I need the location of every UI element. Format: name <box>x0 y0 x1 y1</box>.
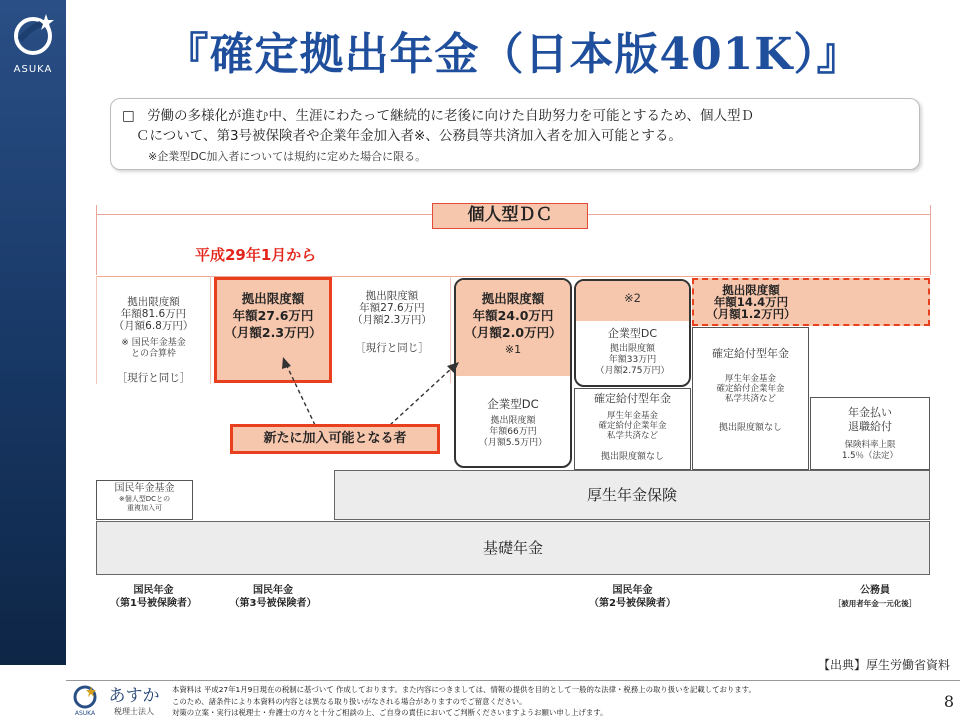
firm-logo-icon <box>72 684 98 710</box>
db-a-p1: 厚生年金基金 <box>606 411 658 421</box>
col1-status: ［現行と同じ］ <box>116 372 191 384</box>
category-3-l1: 国民年金 <box>253 585 293 596</box>
db-a-p2: 確定給付企業年金 <box>598 421 667 431</box>
category-2 <box>574 584 691 610</box>
corp-dc-b-l1: 拠出限度額 <box>609 344 655 354</box>
col5-note: ※2 <box>624 291 641 305</box>
public-b-title1: 年金払い <box>848 406 892 419</box>
new-members-label: 新たに加入可能となる者 <box>230 424 440 454</box>
category-public <box>810 584 940 610</box>
kokumin-kikin-title: 国民年金基金 <box>114 483 175 494</box>
col3-monthly: （月額2.3万円） <box>352 314 432 326</box>
kokumin-kikin-l2: 重複加入可 <box>127 504 162 512</box>
category-1-l2: （第1号被保険者） <box>110 598 197 609</box>
note-line2: Ｃについて、第3号被保険者や企業年金加入者※、公務員等共済加入者を加入可能とする。 <box>136 128 682 144</box>
sidebar <box>0 0 66 665</box>
footer-divider <box>66 680 960 681</box>
from-h29-label: 平成29年1月から <box>195 246 317 264</box>
col1-note2: との合算枠 <box>130 349 176 359</box>
db-a-limit: 拠出限度額なし <box>600 452 664 462</box>
col1-monthly: （月額6.8万円） <box>113 320 194 332</box>
kokumin-kikin <box>96 483 193 513</box>
firm-type: 税理士法人 <box>114 707 154 716</box>
col1-note1: ※ 国民年金基金 <box>121 338 186 348</box>
corp-dc-a-l2: 年額66万円 <box>489 427 537 437</box>
source-label: 【出典】厚生労働省資料 <box>817 658 950 672</box>
col6-monthly: （月額1.2万円） <box>706 307 796 321</box>
logo-text: ASUKA <box>13 64 53 75</box>
kousei-nenkin-layer: 厚生年金保険 <box>334 470 930 520</box>
category-1 <box>96 584 211 610</box>
db-a-title: 確定給付型年金 <box>594 392 671 405</box>
note-line1: 労働の多様化が進む中、生涯にわたって継続的に老後に向けた自助努力を可能とするため、個人型Ｄ <box>147 108 755 124</box>
public-b-l1: 保険料率上限 <box>844 440 896 450</box>
db-b <box>694 348 807 434</box>
corp-dc-b-l3: （月額2.75万円） <box>595 366 670 376</box>
disclaimer <box>172 684 922 719</box>
corp-dc-a-l1: 拠出限度額 <box>490 416 536 426</box>
corp-dc-a-l3: （月額5.5万円） <box>478 438 548 448</box>
disclaimer-line1: 本資料は 平成27年1月9日現在の税制に基づいて 作成しております。また内容につきましては、情報の提供を目的として一般的な法律・税務上の取り扱いを記載しております。 <box>172 685 756 694</box>
col4-title: 拠出限度額 <box>481 291 545 306</box>
kiso-nenkin-layer: 基礎年金 <box>96 521 930 575</box>
col3-status: ［現行と同じ］ <box>355 342 429 354</box>
disclaimer-line3: 対策の立案・実行は税理士・弁護士の方々と十分ご相談の上、ご自身の責任においてご判断くださいますようお願い申し上げます。 <box>172 708 608 717</box>
col4-annual: 年額24.0万円 <box>472 308 554 323</box>
db-b-p3: 私学共済など <box>724 394 776 404</box>
db-a <box>576 393 689 463</box>
public-b-title2: 退職給付 <box>848 420 892 433</box>
db-b-title: 確定給付型年金 <box>712 347 789 360</box>
category-3-l2: （第3号被保険者） <box>229 598 317 609</box>
col1-annual: 年額81.6万円 <box>120 308 187 320</box>
col1-text <box>100 296 207 384</box>
page-title: 『確定拠出年金（日本版401K）』 <box>164 29 862 80</box>
col2-annual: 年額27.6万円 <box>232 308 314 323</box>
category-public-l2: ［被用者年金一元化後］ <box>833 599 917 608</box>
col6-text <box>692 284 810 320</box>
col3-annual: 年額27.6万円 <box>359 302 425 314</box>
corp-dc-b-l2: 年額33万円 <box>608 355 657 365</box>
note-footnote: ※企業型DC加入者については規約に定めた場合に限る。 <box>148 150 427 163</box>
db-b-p2: 確定給付企業年金 <box>716 384 785 394</box>
col6-annual: 年額14.4万円 <box>713 295 789 309</box>
db-a-p3: 私学共済など <box>606 431 658 441</box>
category-2-l2: （第2号被保険者） <box>589 598 676 609</box>
note-text <box>122 106 912 146</box>
disclaimer-line2: このため、諸条件により本資料の内容とは異なる取り扱いがなされる場合がありますのでご留意ください。 <box>172 696 527 706</box>
page-number: 8 <box>943 692 954 711</box>
col1-title: 拠出限度額 <box>127 296 180 308</box>
col3-title: 拠出限度額 <box>365 290 419 302</box>
span-left-tick <box>96 205 97 275</box>
col6-title: 拠出限度額 <box>722 283 780 297</box>
category-2-l1: 国民年金 <box>612 585 653 596</box>
firm-sub-label: ASUKA <box>74 710 96 717</box>
category-3 <box>214 584 332 610</box>
col4-note: ※1 <box>504 343 522 356</box>
firm-name: あすか <box>108 686 160 706</box>
corp-dc-b <box>576 328 689 377</box>
span-right-tick <box>930 205 931 275</box>
col2-title: 拠出限度額 <box>241 291 305 306</box>
db-b-p1: 厚生年金基金 <box>724 374 776 384</box>
col2-monthly: （月額2.3万円） <box>224 325 322 340</box>
individual-dc-label: 個人型ＤＣ <box>432 203 588 229</box>
category-1-l1: 国民年金 <box>133 585 174 596</box>
public-b <box>810 406 930 462</box>
note-bullet: □ <box>122 108 135 124</box>
asuka-logo-icon <box>8 10 58 60</box>
col4-monthly: （月額2.0万円） <box>464 325 562 340</box>
db-b-limit: 拠出限度額なし <box>718 423 782 433</box>
corp-dc-b-title: 企業型DC <box>607 327 658 340</box>
category-public-l1: 公務員 <box>860 585 890 596</box>
public-b-l2: 1.5％（法定） <box>841 451 899 461</box>
corp-dc-a-title: 企業型DC <box>487 397 539 411</box>
col2-text <box>214 290 332 341</box>
kokumin-kikin-l1: ※個人型DCとの <box>118 495 171 503</box>
